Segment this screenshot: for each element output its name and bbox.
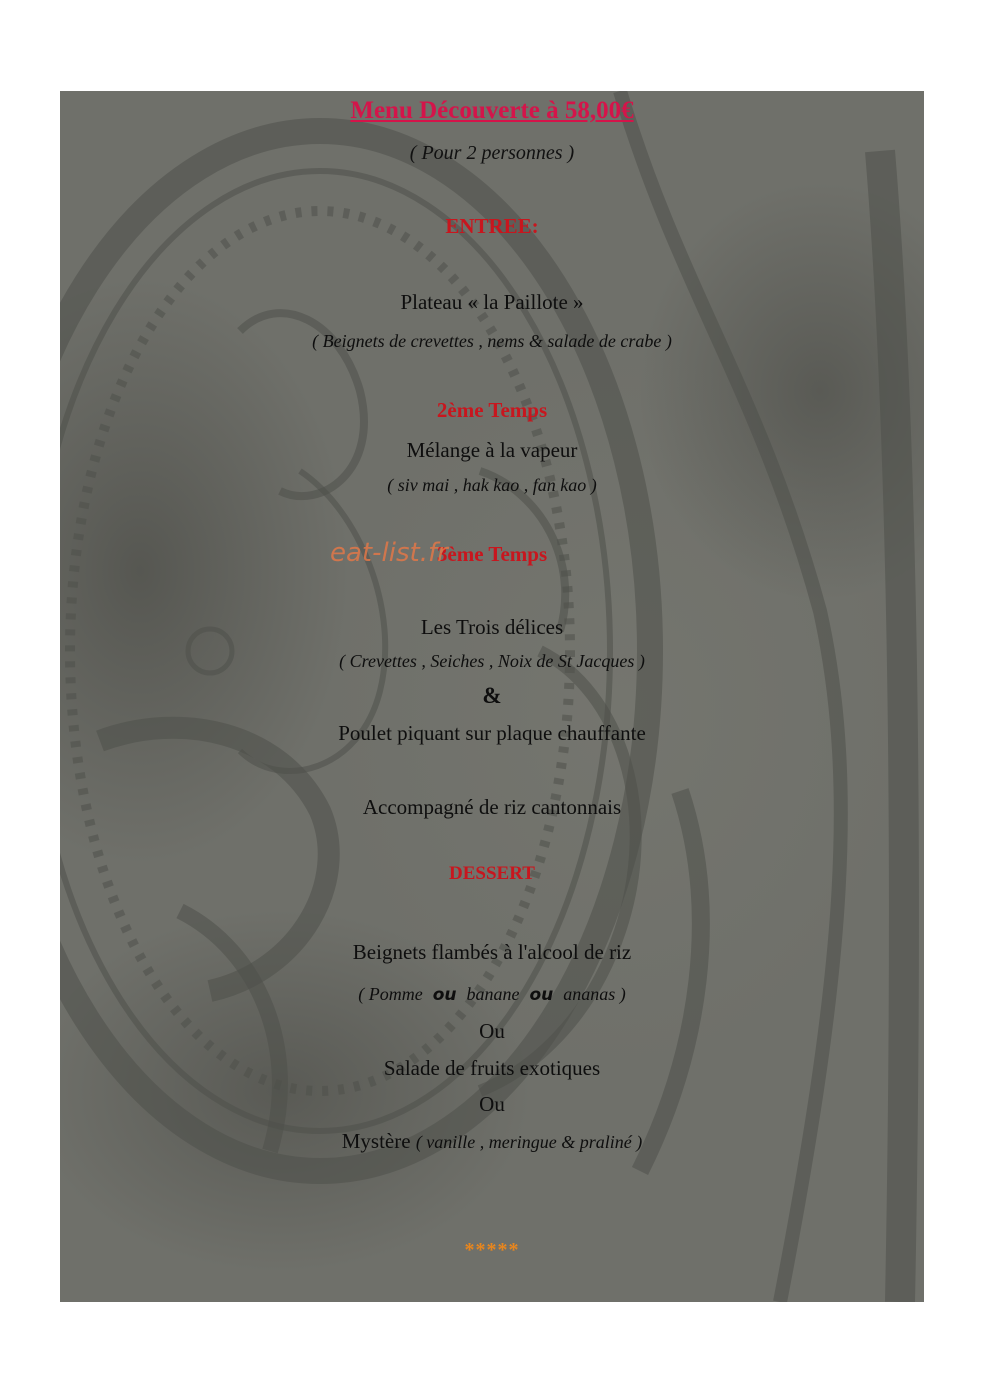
dish-melange: Mélange à la vapeur [406, 438, 578, 462]
dish-side-riz: Accompagné de riz cantonnais [362, 795, 622, 819]
dish-plateau: Plateau « la Paillote » [400, 290, 584, 314]
dish-note-melange: ( siv mai , hak kao , fan kao ) [387, 475, 597, 495]
section-heading-second: 2ème Temps [436, 398, 548, 422]
dish-note-plateau: ( Beignets de crevettes , nems & salade de crabe ) [312, 331, 672, 351]
connector-ampersand: & [482, 683, 502, 708]
dish-salade-fruits: Salade de fruits exotiques [383, 1056, 601, 1080]
note-part: ( Pomme [358, 984, 423, 1004]
or-separator: Ou [479, 1019, 505, 1043]
dish-trois-delices: Les Trois délices [420, 615, 564, 639]
section-heading-entree: ENTREE: [445, 214, 539, 238]
dish-mystere-name: Mystère [341, 1129, 411, 1153]
dish-note-beignets [60, 984, 924, 1005]
section-heading-dessert: DESSERT [449, 863, 535, 884]
or-separator: Ou [479, 1092, 505, 1116]
menu-panel [60, 91, 924, 1302]
menu-title: Menu Découverte à 58,00€ [350, 97, 634, 124]
menu-subtitle: ( Pour 2 personnes ) [409, 142, 575, 164]
section-heading-third: 3ème Temps [436, 542, 548, 566]
dish-mystere [60, 1129, 924, 1154]
or-word: ou [529, 985, 554, 1005]
dish-poulet: Poulet piquant sur plaque chauffante [338, 721, 646, 745]
dish-note-trois-delices: ( Crevettes , Seiches , Noix de St Jacques ) [339, 651, 645, 671]
dish-beignets: Beignets flambés à l'alcool de riz [352, 940, 632, 964]
note-part: ananas ) [563, 984, 626, 1004]
dish-note-mystere: ( vanille , meringue & praliné ) [415, 1132, 643, 1152]
stars-divider: ***** [464, 1239, 520, 1261]
note-part: banane [466, 984, 520, 1004]
or-word: ou [432, 985, 457, 1005]
watermark: eat-list.fr [330, 538, 448, 568]
